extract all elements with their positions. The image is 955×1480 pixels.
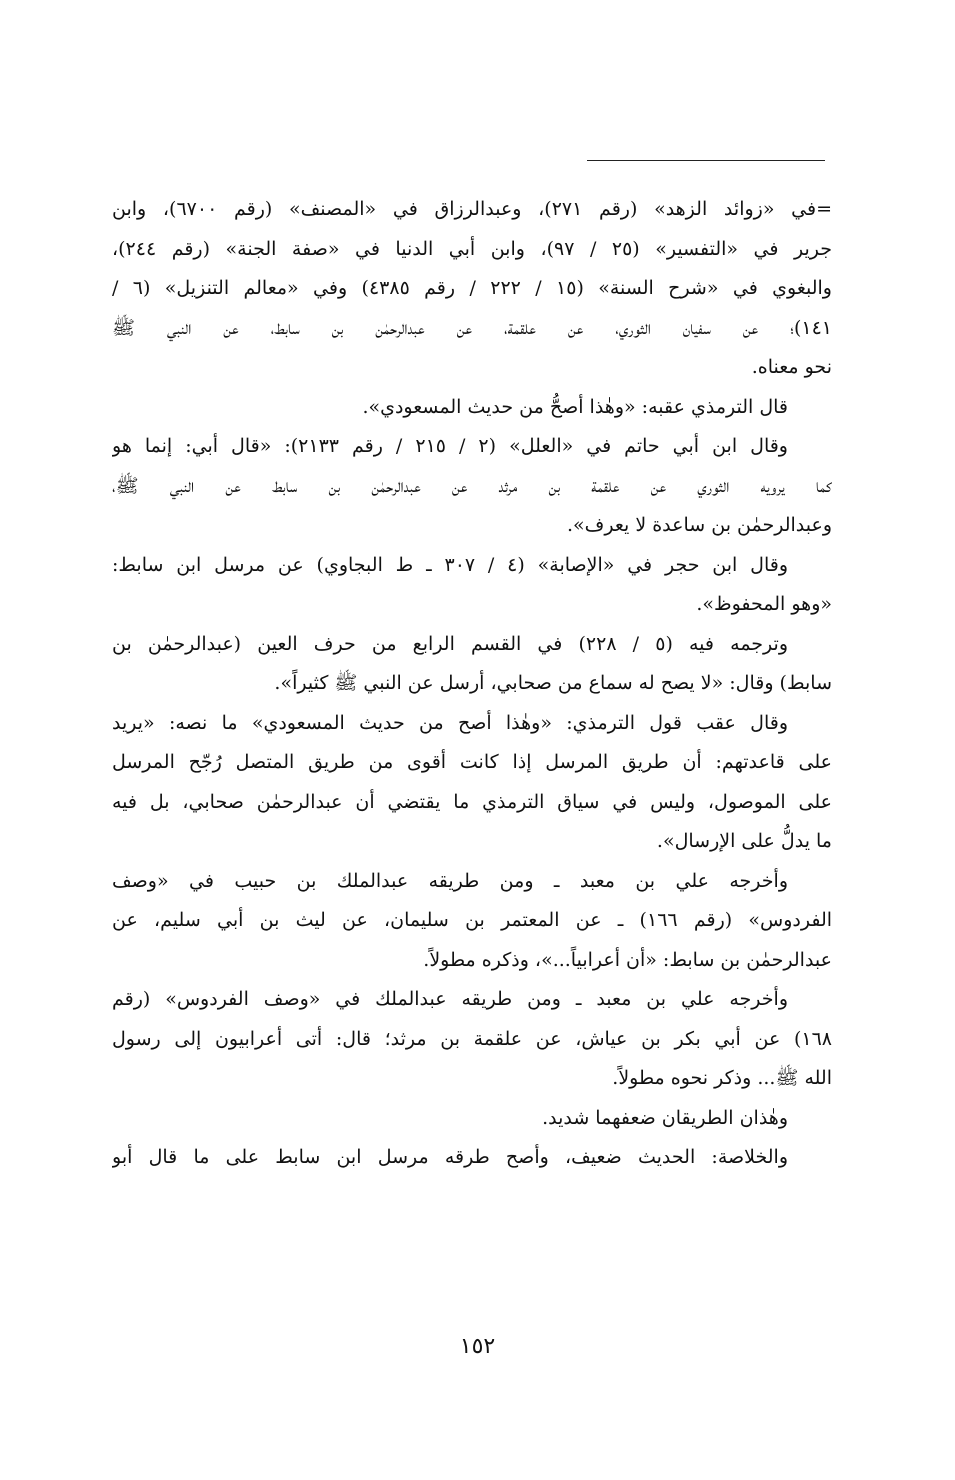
footnote-separator-rule xyxy=(587,160,825,161)
text-line: وأخرجه علي بن معبد ـ ومن طريقه عبدالملك بن حبيب في «وصف xyxy=(112,869,788,892)
text-line: كما يرويه الثوري عن علقمة بن مرثد عن عبدالرحمٰن بن سابط عن النبي ﷺ، xyxy=(112,474,832,497)
text-line: الفردوس» (رقم ١٦٦) ـ عن المعتمر بن سليمان، عن ليث بن أبي سليم، عن xyxy=(112,909,832,931)
text-line: «وهو المحفوظ». xyxy=(696,593,832,615)
text-line: وهٰذان الطريقان ضعفهما شديد. xyxy=(542,1106,788,1129)
text-line: وقال عقب قول الترمذي: «وهٰذا أصح من حديث المسعودي» ما نصه: «يريد xyxy=(112,711,788,734)
text-line: والخلاصة: الحديث ضعيف، وأصح طرقه مرسل ابن سابط على ما قال أبو xyxy=(112,1146,788,1168)
text-line: نحو معناه. xyxy=(751,356,832,378)
text-line: عبدالرحمٰن بن سابط: «أن أعرابياً...»، وذكره مطولاً. xyxy=(423,948,832,971)
text-line: ما يدلُّ على الإرسال». xyxy=(656,830,832,852)
text-line: وقال ابن حجر في «الإصابة» (٤ / ٣٠٧ ـ ط البجاوي) عن مرسل ابن سابط: xyxy=(112,553,788,576)
text-line: سابط) وقال: «لا يصح له سماع من صحابي، أرسل عن النبي ﷺ كثيراً». xyxy=(274,672,832,694)
footnote-text xyxy=(112,190,832,1178)
text-line: وأخرجه علي بن معبد ـ ومن طريقه عبدالملك في «وصف الفردوس» (رقم xyxy=(112,988,788,1010)
text-line: =في «زوائد الزهد» (رقم ٢٧١)، وعبدالرزاق في «المصنف» (رقم ٦٧٠٠)، وابن xyxy=(112,198,832,220)
text-line: وقال ابن أبي حاتم في «العلل» (٢ / ٢١٥ / رقم ٢١٣٣): «قال أبي: إنما هو xyxy=(112,435,788,457)
text-line: جرير في «التفسير» (٢٥ / ٩٧)، وابن أبي الدنيا في «صفة الجنة» (رقم ٢٤٤)، xyxy=(112,237,832,260)
text-line: ١٦٨) عن أبي بكر بن عياش، عن علقمة بن مرثد؛ قال: أتى أعرابيون إلى رسول xyxy=(112,1027,832,1050)
text-line: الله ﷺ... وذكر نحوه مطولاً. xyxy=(612,1067,832,1089)
text-line: قال الترمذي عقبه: «وهٰذا أصحُّ من حديث المسعودي». xyxy=(362,395,788,418)
page-number: ١٥٢ xyxy=(459,1334,496,1359)
text-line: وعبدالرحمٰن بن ساعدة لا يعرف». xyxy=(567,514,832,536)
text-line: على الموصول، وليس في سياق الترمذي ما يقتضي أن عبدالرحمٰن صحابي، بل فيه xyxy=(112,790,832,813)
text-line: وترجمه فيه (٥ / ٢٢٨) في القسم الرابع من حرف العين (عبدالرحمٰن بن xyxy=(112,632,788,655)
text-line: على قاعدتهم: أن طريق المرسل إذا كانت أقوى من طريق المتصل رُجّح المرسل xyxy=(112,751,832,773)
text-line: والبغوي في «شرح السنة» (١٥ / ٢٢٢ / رقم ٤٣٨٥) وفي «معالم التنزيل» (٦ / xyxy=(112,277,832,299)
text-line: ١٤١)؛ عن سفيان الثوري، عن علقمة، عن عبدالرحمٰن بن سابط، عن النبي ﷺ xyxy=(112,316,832,339)
